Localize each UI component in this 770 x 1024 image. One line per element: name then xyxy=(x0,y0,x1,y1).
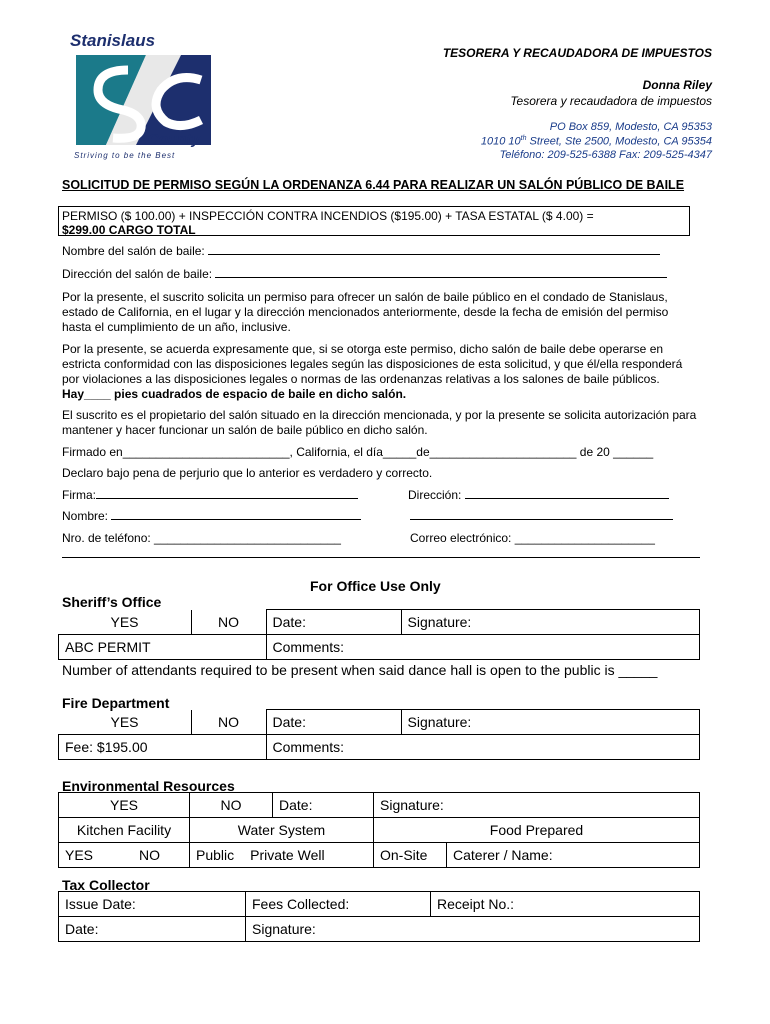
divider xyxy=(62,557,700,558)
declaration: Declaro bajo pena de perjurio que lo anterior es verdadero y correcto. xyxy=(62,466,433,480)
fees-collected[interactable]: Fees Collected: xyxy=(246,892,431,917)
tax-table xyxy=(58,891,700,942)
name-field[interactable]: Nombre: xyxy=(62,509,361,524)
address-line-2: 1010 10th Street, Ste 2500, Modesto, CA 95354 xyxy=(480,135,712,148)
fire-fee: Fee: $195.00 xyxy=(59,735,267,760)
tax-date[interactable]: Date: xyxy=(59,917,246,942)
hall-name-label: Nombre del salón de baile: xyxy=(62,244,205,258)
env-table xyxy=(58,792,700,868)
water-system: Water System xyxy=(190,818,374,843)
treasurer-name: Donna Riley xyxy=(642,78,712,92)
abc-permit[interactable]: ABC PERMIT xyxy=(59,635,267,660)
signature-field[interactable]: Firma: xyxy=(62,488,358,503)
fee-total: $299.00 CARGO TOTAL xyxy=(62,223,196,237)
office-title: TESORERA Y RECAUDADORA DE IMPUESTOS xyxy=(442,46,712,60)
fire-table xyxy=(58,709,700,760)
sheriff-heading: Sheriff’s Office xyxy=(62,594,162,610)
onsite-option[interactable]: On-Site xyxy=(374,843,447,868)
env-heading: Environmental Resources xyxy=(62,778,235,794)
fee-line: PERMISO ($ 100.00) + INSPECCIÓN CONTRA INCENDIOS ($195.00) + TASA ESTATAL ($ 4.00) = xyxy=(62,209,594,223)
tax-signature[interactable]: Signature: xyxy=(246,917,700,942)
phone-field[interactable]: Nro. de teléfono: ____________________________ xyxy=(62,531,341,545)
water-options[interactable]: Public Private Well xyxy=(190,843,374,868)
sheriff-no[interactable]: NO xyxy=(191,610,266,635)
sheriff-date[interactable]: Date: xyxy=(266,610,401,635)
address-field-2[interactable] xyxy=(410,509,673,524)
env-signature[interactable]: Signature: xyxy=(374,793,700,818)
form-title: SOLICITUD DE PERMISO SEGÚN LA ORDENANZA 6.44 PARA REALIZAR UN SALÓN PÚBLICO DE BAILE xyxy=(62,178,685,192)
caterer-option[interactable]: Caterer / Name: xyxy=(447,843,700,868)
logo-tagline: Striving to be the Best xyxy=(74,151,176,160)
env-date[interactable]: Date: xyxy=(273,793,374,818)
treasurer-role: Tesorera y recaudadora de impuestos xyxy=(510,94,712,108)
email-field[interactable]: Correo electrónico: _____________________ xyxy=(410,531,655,545)
sheriff-signature[interactable]: Signature: xyxy=(401,610,700,635)
kitchen-facility: Kitchen Facility xyxy=(59,818,190,843)
hall-name-field[interactable] xyxy=(62,244,660,259)
logo-name-bottom: County xyxy=(148,131,200,148)
fee-box xyxy=(58,206,690,236)
office-use-title: For Office Use Only xyxy=(310,578,441,594)
fire-heading: Fire Department xyxy=(62,695,170,711)
sheriff-yes[interactable]: YES xyxy=(59,610,192,635)
signed-in-line[interactable]: Firmado en_________________________, California, el día_____de______________________ de 20 ______ xyxy=(62,445,654,459)
hall-address-field[interactable] xyxy=(62,267,667,282)
fire-yes[interactable]: YES xyxy=(59,710,192,735)
county-logo xyxy=(66,30,216,165)
receipt-no[interactable]: Receipt No.: xyxy=(431,892,700,917)
phone-fax: Teléfono: 209-525-6388 Fax: 209-525-4347 xyxy=(499,149,712,161)
kitchen-options[interactable]: YES NO xyxy=(59,843,190,868)
tax-heading: Tax Collector xyxy=(62,877,150,893)
sheriff-comments[interactable]: Comments: xyxy=(266,635,700,660)
address-line-1: PO Box 859, Modesto, CA 95353 xyxy=(549,121,712,133)
fire-signature[interactable]: Signature: xyxy=(401,710,700,735)
attendants-line[interactable]: Number of attendants required to be present when said dance hall is open to the public is _____ xyxy=(62,662,658,678)
fire-no[interactable]: NO xyxy=(191,710,266,735)
issue-date[interactable]: Issue Date: xyxy=(59,892,246,917)
env-yes[interactable]: YES xyxy=(59,793,190,818)
paragraph-1: Por la presente, el suscrito solicita un permiso para ofrecer un salón de baile público en el condado de Stanislaus, estado de California, en el lugar y la dirección mencionados anteriormente, desde la fecha de emisión del permiso hasta el cumplimiento de un año, inclusive. xyxy=(62,290,669,334)
logo-name-top: Stanislaus xyxy=(70,31,156,50)
address-field[interactable]: Dirección: xyxy=(408,488,669,503)
sheriff-table xyxy=(58,609,700,660)
fire-comments[interactable]: Comments: xyxy=(266,735,700,760)
env-no[interactable]: NO xyxy=(190,793,273,818)
food-prepared: Food Prepared xyxy=(374,818,700,843)
fire-date[interactable]: Date: xyxy=(266,710,401,735)
paragraph-2: Por la presente, se acuerda expresamente que, si se otorga este permiso, dicho salón de baile debe operarse en estricta conformidad con las disposiciones legales según las disposiciones de esta solicitud, y que él/ella responderá por violaciones a las disposiciones legales o normas de las ordenanzas relativas a los salones de baile públicos. Hay____ pies cuadrados de espacio de baile en dicho salón. xyxy=(62,342,683,401)
paragraph-3: El suscrito es el propietario del salón situado en la dirección mencionada, y por la presente se solicita autorización para mantener y hacer funcionar un salón de baile público en dicho salón. xyxy=(62,408,697,437)
hall-address-label: Dirección del salón de baile: xyxy=(62,267,213,281)
